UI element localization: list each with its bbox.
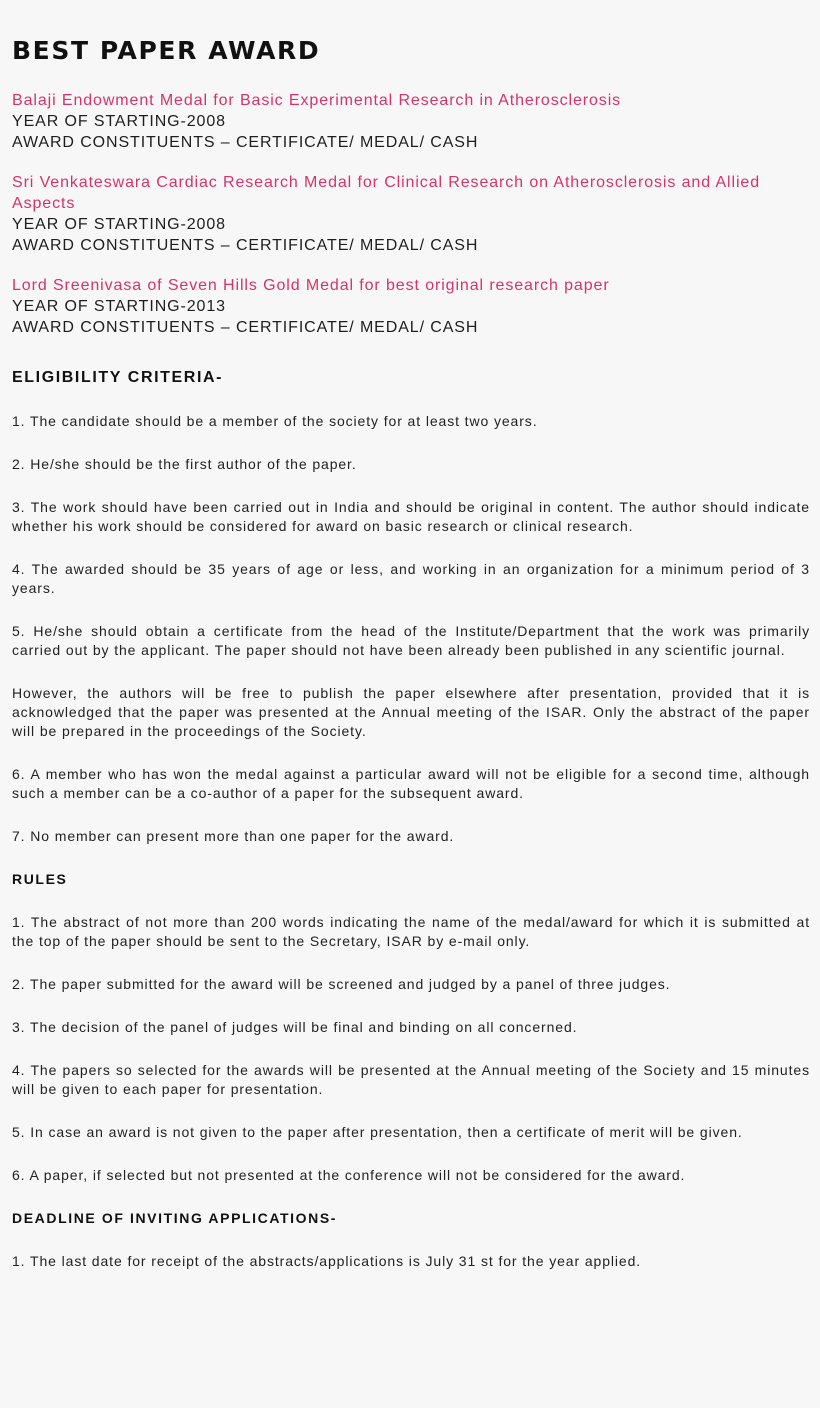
eligibility-note: However, the authors will be free to publish the paper elsewhere after presentation, provided that it is acknowledged that the paper was presented at the Annual meeting of the ISAR. Only the abstract of the paper will be prepared in the proceedings of the Society.: [12, 685, 810, 739]
award-entry: [12, 90, 810, 153]
award-name: Lord Sreenivasa of Seven Hills Gold Medal for best original research paper: [12, 277, 610, 294]
page-title: BEST PAPER AWARD: [12, 36, 321, 65]
rule-item: 1. The abstract of not more than 200 words indicating the name of the medal/award for which it is submitted at the top of the paper should be sent to the Secretary, ISAR by e-mail only.: [12, 914, 810, 949]
award-constituents: AWARD CONSTITUENTS – CERTIFICATE/ MEDAL/ CASH: [12, 319, 479, 336]
eligibility-item: 6. A member who has won the medal against a particular award will not be eligible for a second time, although such a member can be a co-author of a paper for the subsequent award.: [12, 766, 810, 801]
eligibility-item: 1. The candidate should be a member of the society for at least two years.: [12, 413, 538, 429]
award-constituents: AWARD CONSTITUENTS – CERTIFICATE/ MEDAL/ CASH: [12, 134, 479, 151]
deadline-item: 1. The last date for receipt of the abstracts/applications is July 31 st for the year applied.: [12, 1253, 642, 1269]
award-name: Balaji Endowment Medal for Basic Experimental Research in Atherosclerosis: [12, 92, 622, 109]
eligibility-heading: ELIGIBILITY CRITERIA-: [12, 369, 224, 386]
rule-item: 2. The paper submitted for the award will be screened and judged by a panel of three judges.: [12, 976, 671, 992]
award-year: YEAR OF STARTING-2013: [12, 298, 226, 315]
award-entry: [12, 275, 810, 338]
eligibility-item: 4. The awarded should be 35 years of age or less, and working in an organization for a minimum period of 3 years.: [12, 561, 810, 596]
rule-item: 3. The decision of the panel of judges will be final and binding on all concerned.: [12, 1019, 578, 1035]
rule-item: 6. A paper, if selected but not presented at the conference will not be considered for the award.: [12, 1167, 686, 1183]
award-name: Sri Venkateswara Cardiac Research Medal for Clinical Research on Atherosclerosis and Allied Aspects: [12, 174, 761, 212]
deadline-heading: DEADLINE OF INVITING APPLICATIONS-: [12, 1210, 338, 1226]
rule-item: 4. The papers so selected for the awards will be presented at the Annual meeting of the Society and 15 minutes will be given to each paper for presentation.: [12, 1062, 810, 1097]
eligibility-item: 5. He/she should obtain a certificate from the head of the Institute/Department that the work was primarily carried out by the applicant. The paper should not have been already been published in any scientific journal.: [12, 623, 810, 658]
rules-heading: RULES: [12, 871, 68, 887]
award-year: YEAR OF STARTING-2008: [12, 216, 226, 233]
award-constituents: AWARD CONSTITUENTS – CERTIFICATE/ MEDAL/ CASH: [12, 237, 479, 254]
eligibility-item: 7. No member can present more than one paper for the award.: [12, 828, 455, 844]
award-entry: [12, 172, 810, 256]
rule-item: 5. In case an award is not given to the paper after presentation, then a certificate of merit will be given.: [12, 1124, 743, 1140]
award-year: YEAR OF STARTING-2008: [12, 113, 226, 130]
eligibility-item: 3. The work should have been carried out in India and should be original in content. The author should indicate whether his work should be considered for award on basic research or clinical research.: [12, 499, 810, 534]
eligibility-item: 2. He/she should be the first author of the paper.: [12, 456, 357, 472]
